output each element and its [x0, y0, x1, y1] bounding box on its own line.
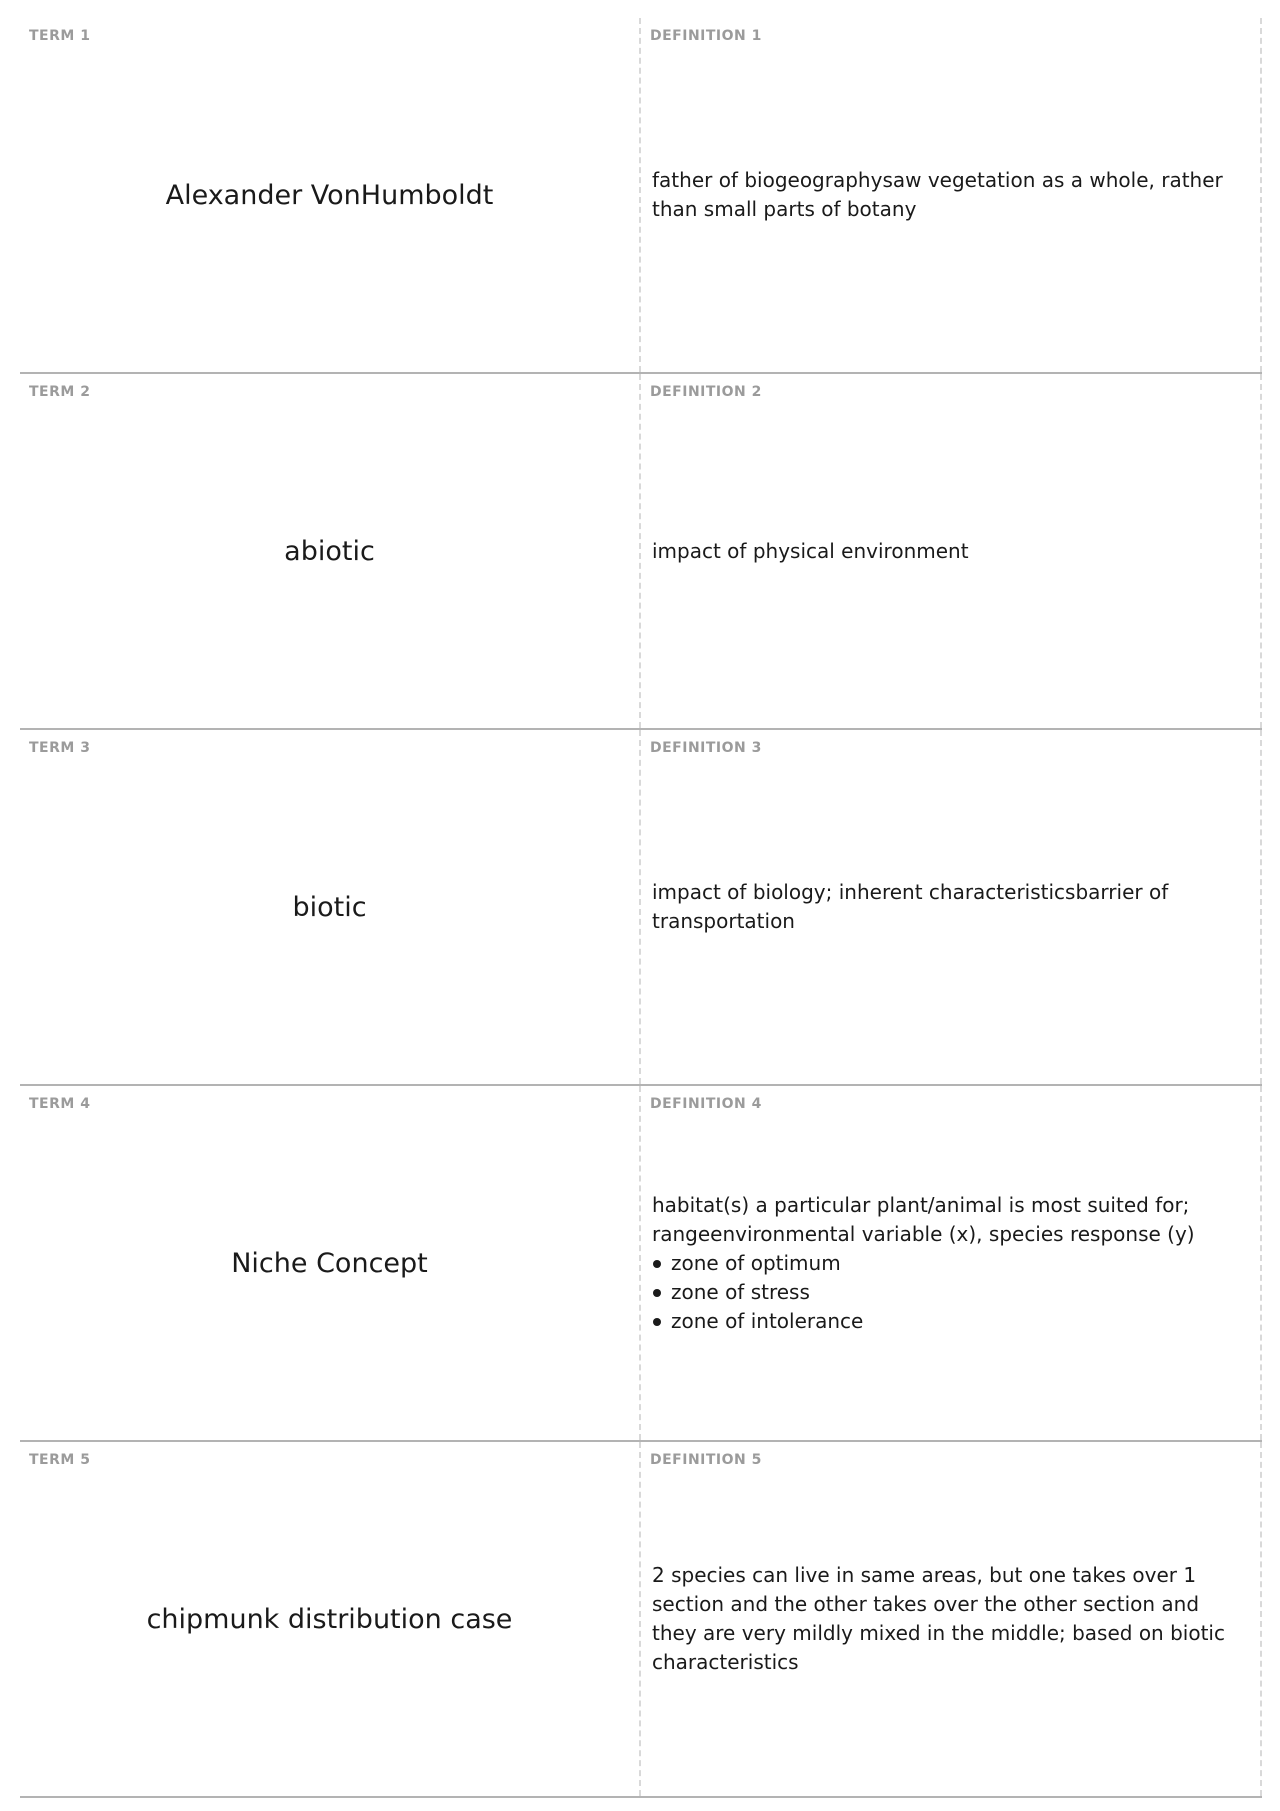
- flashcard-sheet: [20, 18, 1262, 1798]
- term-text: chipmunk distribution case: [146, 1603, 513, 1635]
- definition-cell-2: [641, 374, 1262, 728]
- definition-body: [652, 730, 1242, 1084]
- definition-text: impact of biology; inherent characteristicsbarrier of transportation: [652, 880, 1169, 933]
- definition-label: DEFINITION 3: [650, 740, 762, 756]
- term-label: TERM 4: [29, 1096, 91, 1112]
- definition-body: [652, 1442, 1242, 1796]
- definition-body: [652, 374, 1242, 728]
- term-text: biotic: [292, 891, 367, 923]
- term-cell-2: [20, 374, 641, 728]
- definition-cell-5: [641, 1442, 1262, 1796]
- definition-body: [652, 1086, 1242, 1440]
- card-row-2: [20, 374, 1262, 730]
- definition-label: DEFINITION 1: [650, 28, 762, 44]
- definition-bullet-list: [652, 1249, 1242, 1336]
- bullet-item: zone of stress: [652, 1278, 1242, 1307]
- definition-text: habitat(s) a particular plant/animal is most suited for; rangeenvironmental variable (x), species response (y): [652, 1192, 1195, 1246]
- term-text: Alexander VonHumboldt: [165, 179, 494, 211]
- term-cell-1: [20, 18, 641, 372]
- definition-cell-4: [641, 1086, 1262, 1440]
- definition-label: DEFINITION 2: [650, 384, 762, 400]
- definition-cell-3: [641, 730, 1262, 1084]
- definition-text: impact of physical environment: [652, 538, 969, 563]
- definition-cell-1: [641, 18, 1262, 372]
- term-label: TERM 1: [29, 28, 91, 44]
- card-row-3: [20, 730, 1262, 1086]
- definition-body: [652, 18, 1242, 372]
- term-cell-5: [20, 1442, 641, 1796]
- card-row-1: [20, 18, 1262, 374]
- term-label: TERM 2: [29, 384, 91, 400]
- card-row-5: [20, 1442, 1262, 1798]
- definition-text: 2 species can live in same areas, but one takes over 1 section and the other takes over the other section and they are very mildly mixed in the middle; based on biotic characteristics: [652, 1563, 1225, 1674]
- term-cell-4: [20, 1086, 641, 1440]
- definition-label: DEFINITION 4: [650, 1096, 762, 1112]
- definition-label: DEFINITION 5: [650, 1452, 762, 1468]
- term-label: TERM 3: [29, 740, 91, 756]
- card-row-4: [20, 1086, 1262, 1442]
- term-text: Niche Concept: [231, 1247, 428, 1279]
- term-text: abiotic: [284, 535, 375, 567]
- bullet-item: zone of intolerance: [652, 1307, 1242, 1336]
- bullet-item: zone of optimum: [652, 1249, 1242, 1278]
- definition-text: father of biogeographysaw vegetation as a whole, rather than small parts of botany: [652, 168, 1223, 221]
- term-label: TERM 5: [29, 1452, 91, 1468]
- term-cell-3: [20, 730, 641, 1084]
